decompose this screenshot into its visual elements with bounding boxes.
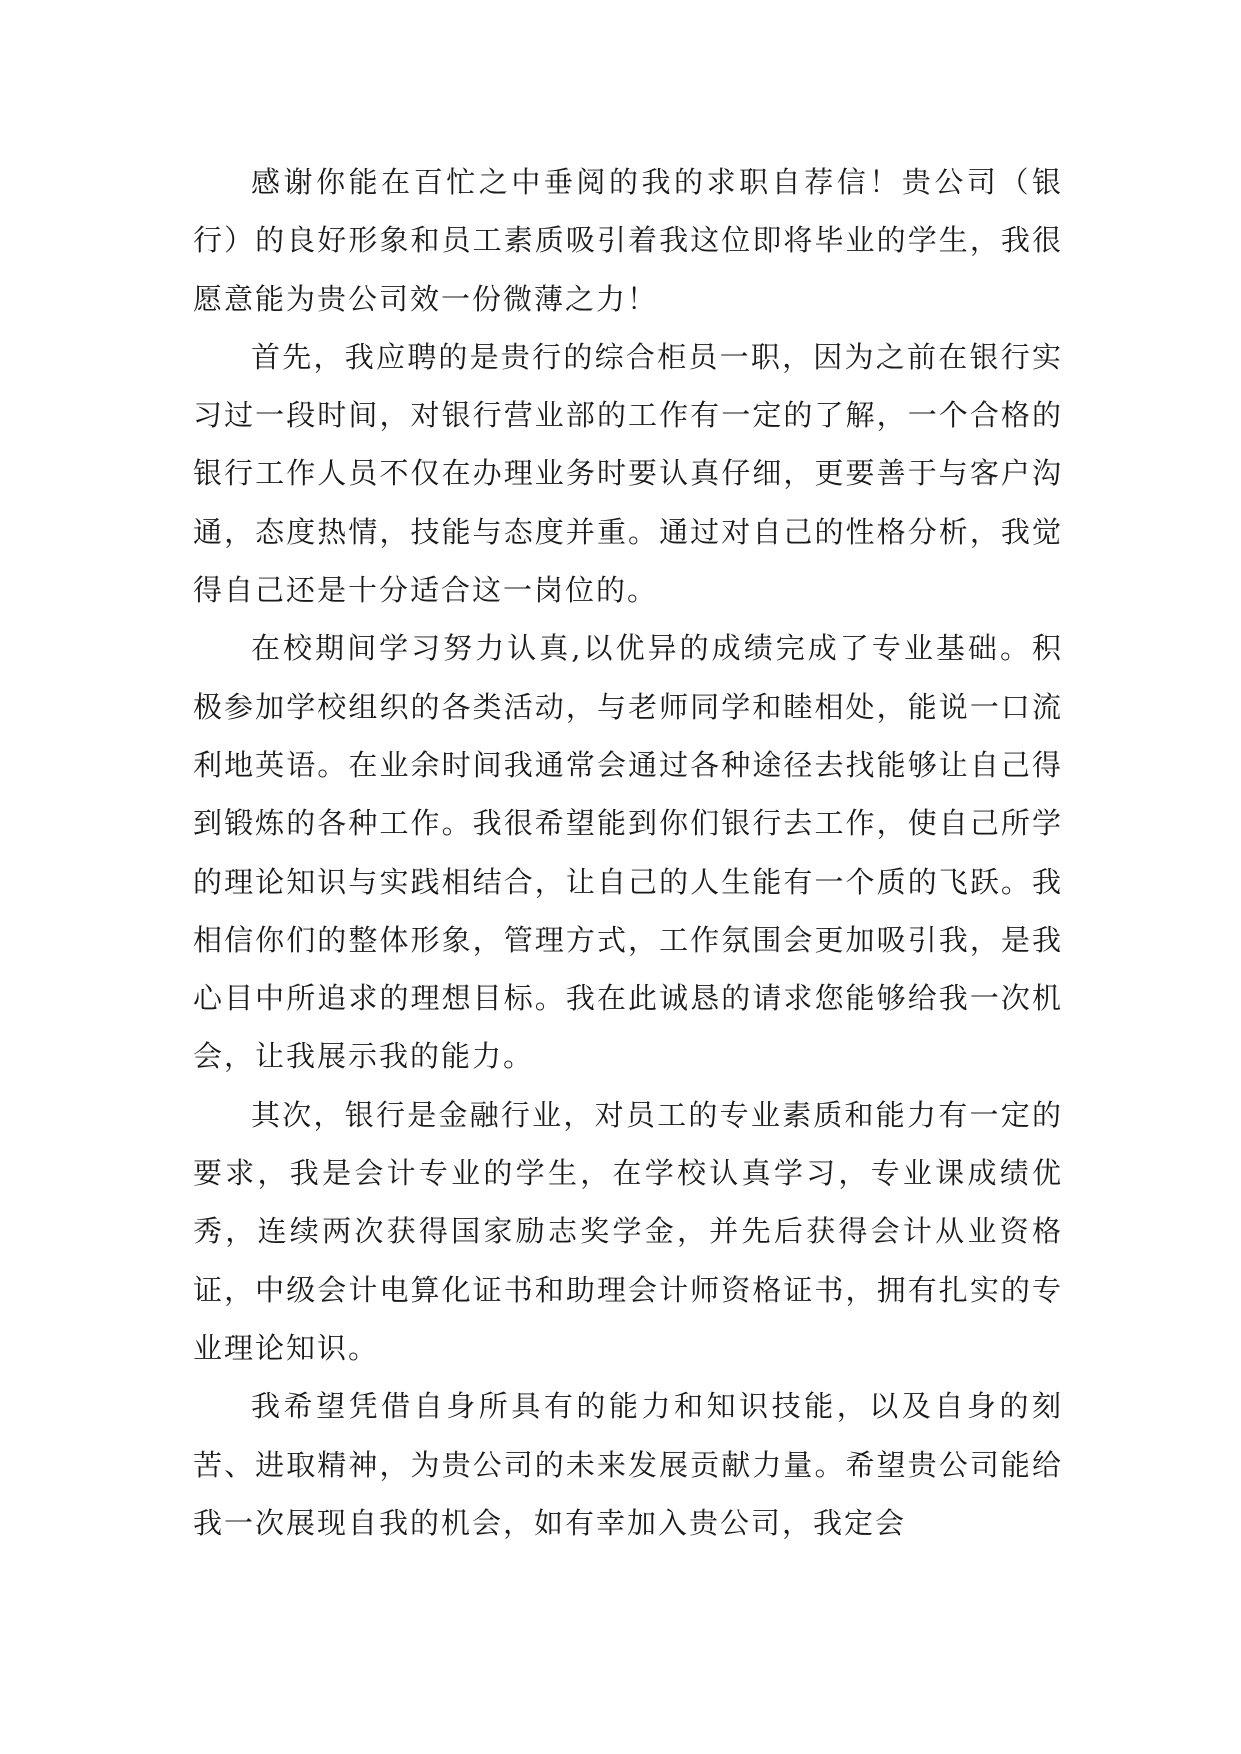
paragraph-4: 其次，银行是金融行业，对员工的专业素质和能力有一定的要求，我是会计专业的学生，在学校认真学习，专业课成绩优秀，连续两次获得国家励志奖学金，并先后获得会计从业资格证，中级会计电算化证书和助理会计师资格证书，拥有扎实的专业理论知识。 [193,1097,1063,1365]
letter-body [193,153,1063,1552]
paragraph-5: 我希望凭借自身所具有的能力和知识技能，以及自身的刻苦、进取精神，为贵公司的未来发展贡献力量。希望贵公司能给我一次展现自我的机会，如有幸加入贵公司，我定会 [193,1389,1063,1540]
paragraph-2: 首先，我应聘的是贵行的综合柜员一职，因为之前在银行实习过一段时间，对银行营业部的工作有一定的了解，一个合格的银行工作人员不仅在办理业务时要认真仔细，更要善于与客户沟通，态度热情，技能与态度并重。通过对自己的性格分析，我觉得自己还是十分适合这一岗位的。 [193,339,1063,608]
paragraph-1: 感谢你能在百忙之中垂阅的我的求职自荐信！贵公司（银行）的良好形象和员工素质吸引着我这位即将毕业的学生，我很愿意能为贵公司效一份微薄之力！ [193,165,1063,316]
paragraph-3: 在校期间学习努力认真,以优异的成绩完成了专业基础。积极参加学校组织的各类活动，与老师同学和睦相处，能说一口流利地英语。在业余时间我通常会通过各种途径去找能够让自己得到锻炼的各种工作。我很希望能到你们银行去工作，使自己所学的理论知识与实践相结合，让自己的人生能有一个质的飞跃。我相信你们的整体形象，管理方式，工作氛围会更加吸引我，是我心目中所追求的理想目标。我在此诚恳的请求您能够给我一次机会，让我展示我的能力。 [193,631,1063,1074]
